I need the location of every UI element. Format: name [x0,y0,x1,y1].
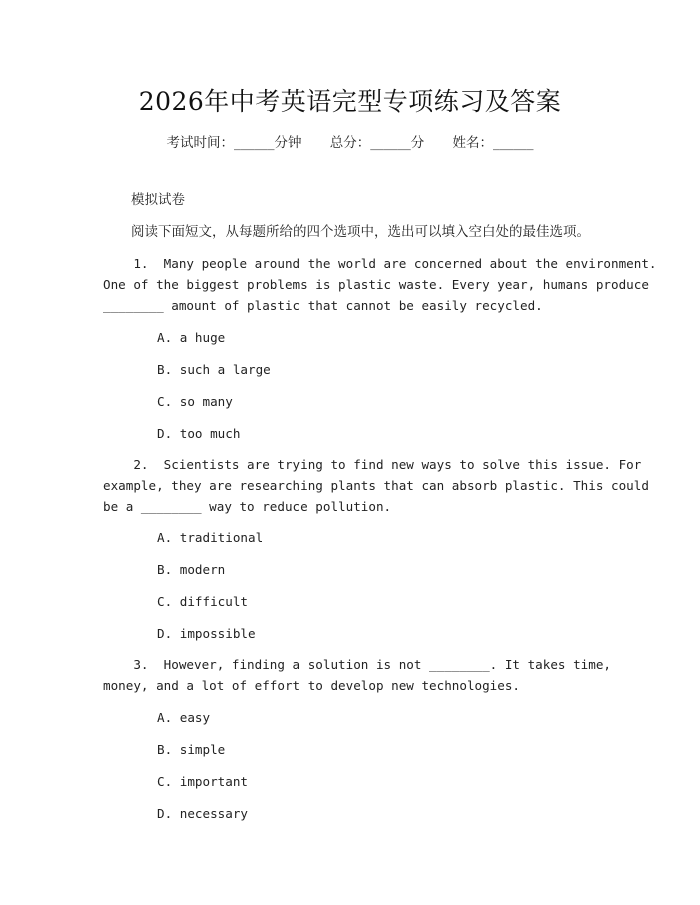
total-score-field: 总分：______分 [329,135,425,151]
question-2-line-2: example, they are researching plants that can absorb plastic. This could [103,478,649,493]
question-2-option-b: B. modern [157,562,226,577]
question-3-option-d: D. necessary [157,806,248,821]
instruction-text: 阅读下面短文，从每题所给的四个选项中，选出可以填入空白处的最佳选项。 [131,224,590,240]
exam-info-bar [0,131,700,151]
question-1-option-b: B. such a large [157,362,271,377]
exam-time-field: 考试时间：______分钟 [166,135,302,151]
question-1-line-3: ________ amount of plastic that cannot be easily recycled. [103,298,543,313]
question-2-option-d: D. impossible [157,626,256,641]
question-1-option-a: A. a huge [157,330,226,345]
section-title: 模拟试卷 [131,192,185,208]
question-2-option-a: A. traditional [157,530,264,545]
question-1-line-1: 1. Many people around the world are concerned about the environment. [103,256,657,271]
student-name-field: 姓名：______ [452,135,534,151]
question-3-line-1: 3. However, finding a solution is not ________. It takes time, [103,657,611,672]
question-2-line-3: be a ________ way to reduce pollution. [103,499,392,514]
question-2-option-c: C. difficult [157,594,248,609]
document-title: 2026年中考英语完型专项练习及答案 [138,87,562,116]
question-3-option-b: B. simple [157,742,226,757]
question-1-line-2: One of the biggest problems is plastic waste. Every year, humans produce [103,277,649,292]
question-2-line-1: 2. Scientists are trying to find new ways to solve this issue. For [103,457,642,472]
question-3-line-2: money, and a lot of effort to develop new technologies. [103,678,521,693]
question-3-option-c: C. important [157,774,248,789]
question-1-option-d: D. too much [157,426,241,441]
question-3-option-a: A. easy [157,710,211,725]
question-1-option-c: C. so many [157,394,233,409]
